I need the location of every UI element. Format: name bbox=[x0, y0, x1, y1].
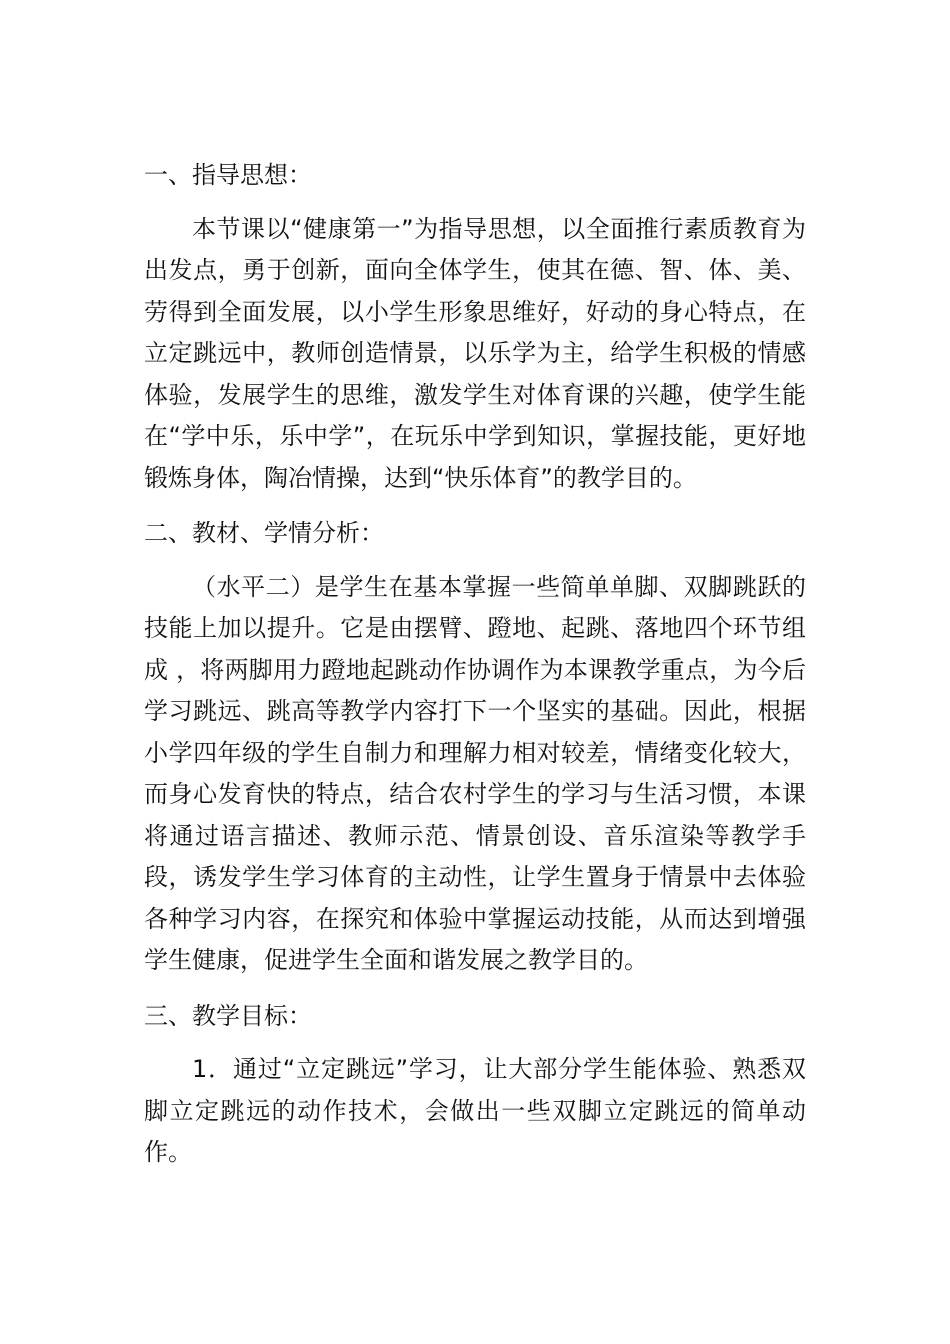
section-heading-material-analysis: 二、教材、学情分析： bbox=[144, 519, 384, 547]
section-paragraph-material-analysis: （水平二）是学生在基本掌握一些简单单脚、双脚跳跃的技能上加以提升。它是由摆臂、蹬地、起跳、落地四个环节组成 ，将两脚用力蹬地起跳动作协调作为本课教学重点，为今后学习跳远、跳高等教学内容打下一个坚实的基础。因此，根据小学四年级的学生自制力和理解力相对较差，情绪变化较大，而身心发育快的特点，结合农村学生的学习与生活习惯，本课将通过语言描述、教师示范、情景创设、音乐渲染等教学手段，诱发学生学习体育的主动性，让学生置身于情景中去体验各种学习内容，在探究和体验中掌握运动技能，从而达到增强学生健康，促进学生全面和谐发展之教学目的。 bbox=[144, 572, 806, 974]
section-heading-guiding-ideology: 一、指导思想： bbox=[144, 161, 312, 189]
section-heading-teaching-goals: 三、教学目标： bbox=[144, 1001, 312, 1030]
document-page bbox=[144, 155, 806, 1188]
section-paragraph-teaching-goals: 1．通过“立定跳远”学习，让大部分学生能体验、熟悉双脚立定跳远的动作技术，会做出一些双脚立定跳远的简单动作。 bbox=[144, 1055, 806, 1166]
section-paragraph-guiding-ideology: 本节课以“健康第一”为指导思想，以全面推行素质教育为出发点，勇于创新，面向全体学生，使其在德、智、体、美、劳得到全面发展，以小学生形象思维好，好动的身心特点，在立定跳远中，教师创造情景，以乐学为主，给学生积极的情感体验，发展学生的思维，激发学生对体育课的兴趣，使学生能在“学中乐，乐中学”，在玩乐中学到知识，掌握技能，更好地锻炼身体，陶冶情操，达到“快乐体育”的教学目的。 bbox=[144, 214, 806, 492]
